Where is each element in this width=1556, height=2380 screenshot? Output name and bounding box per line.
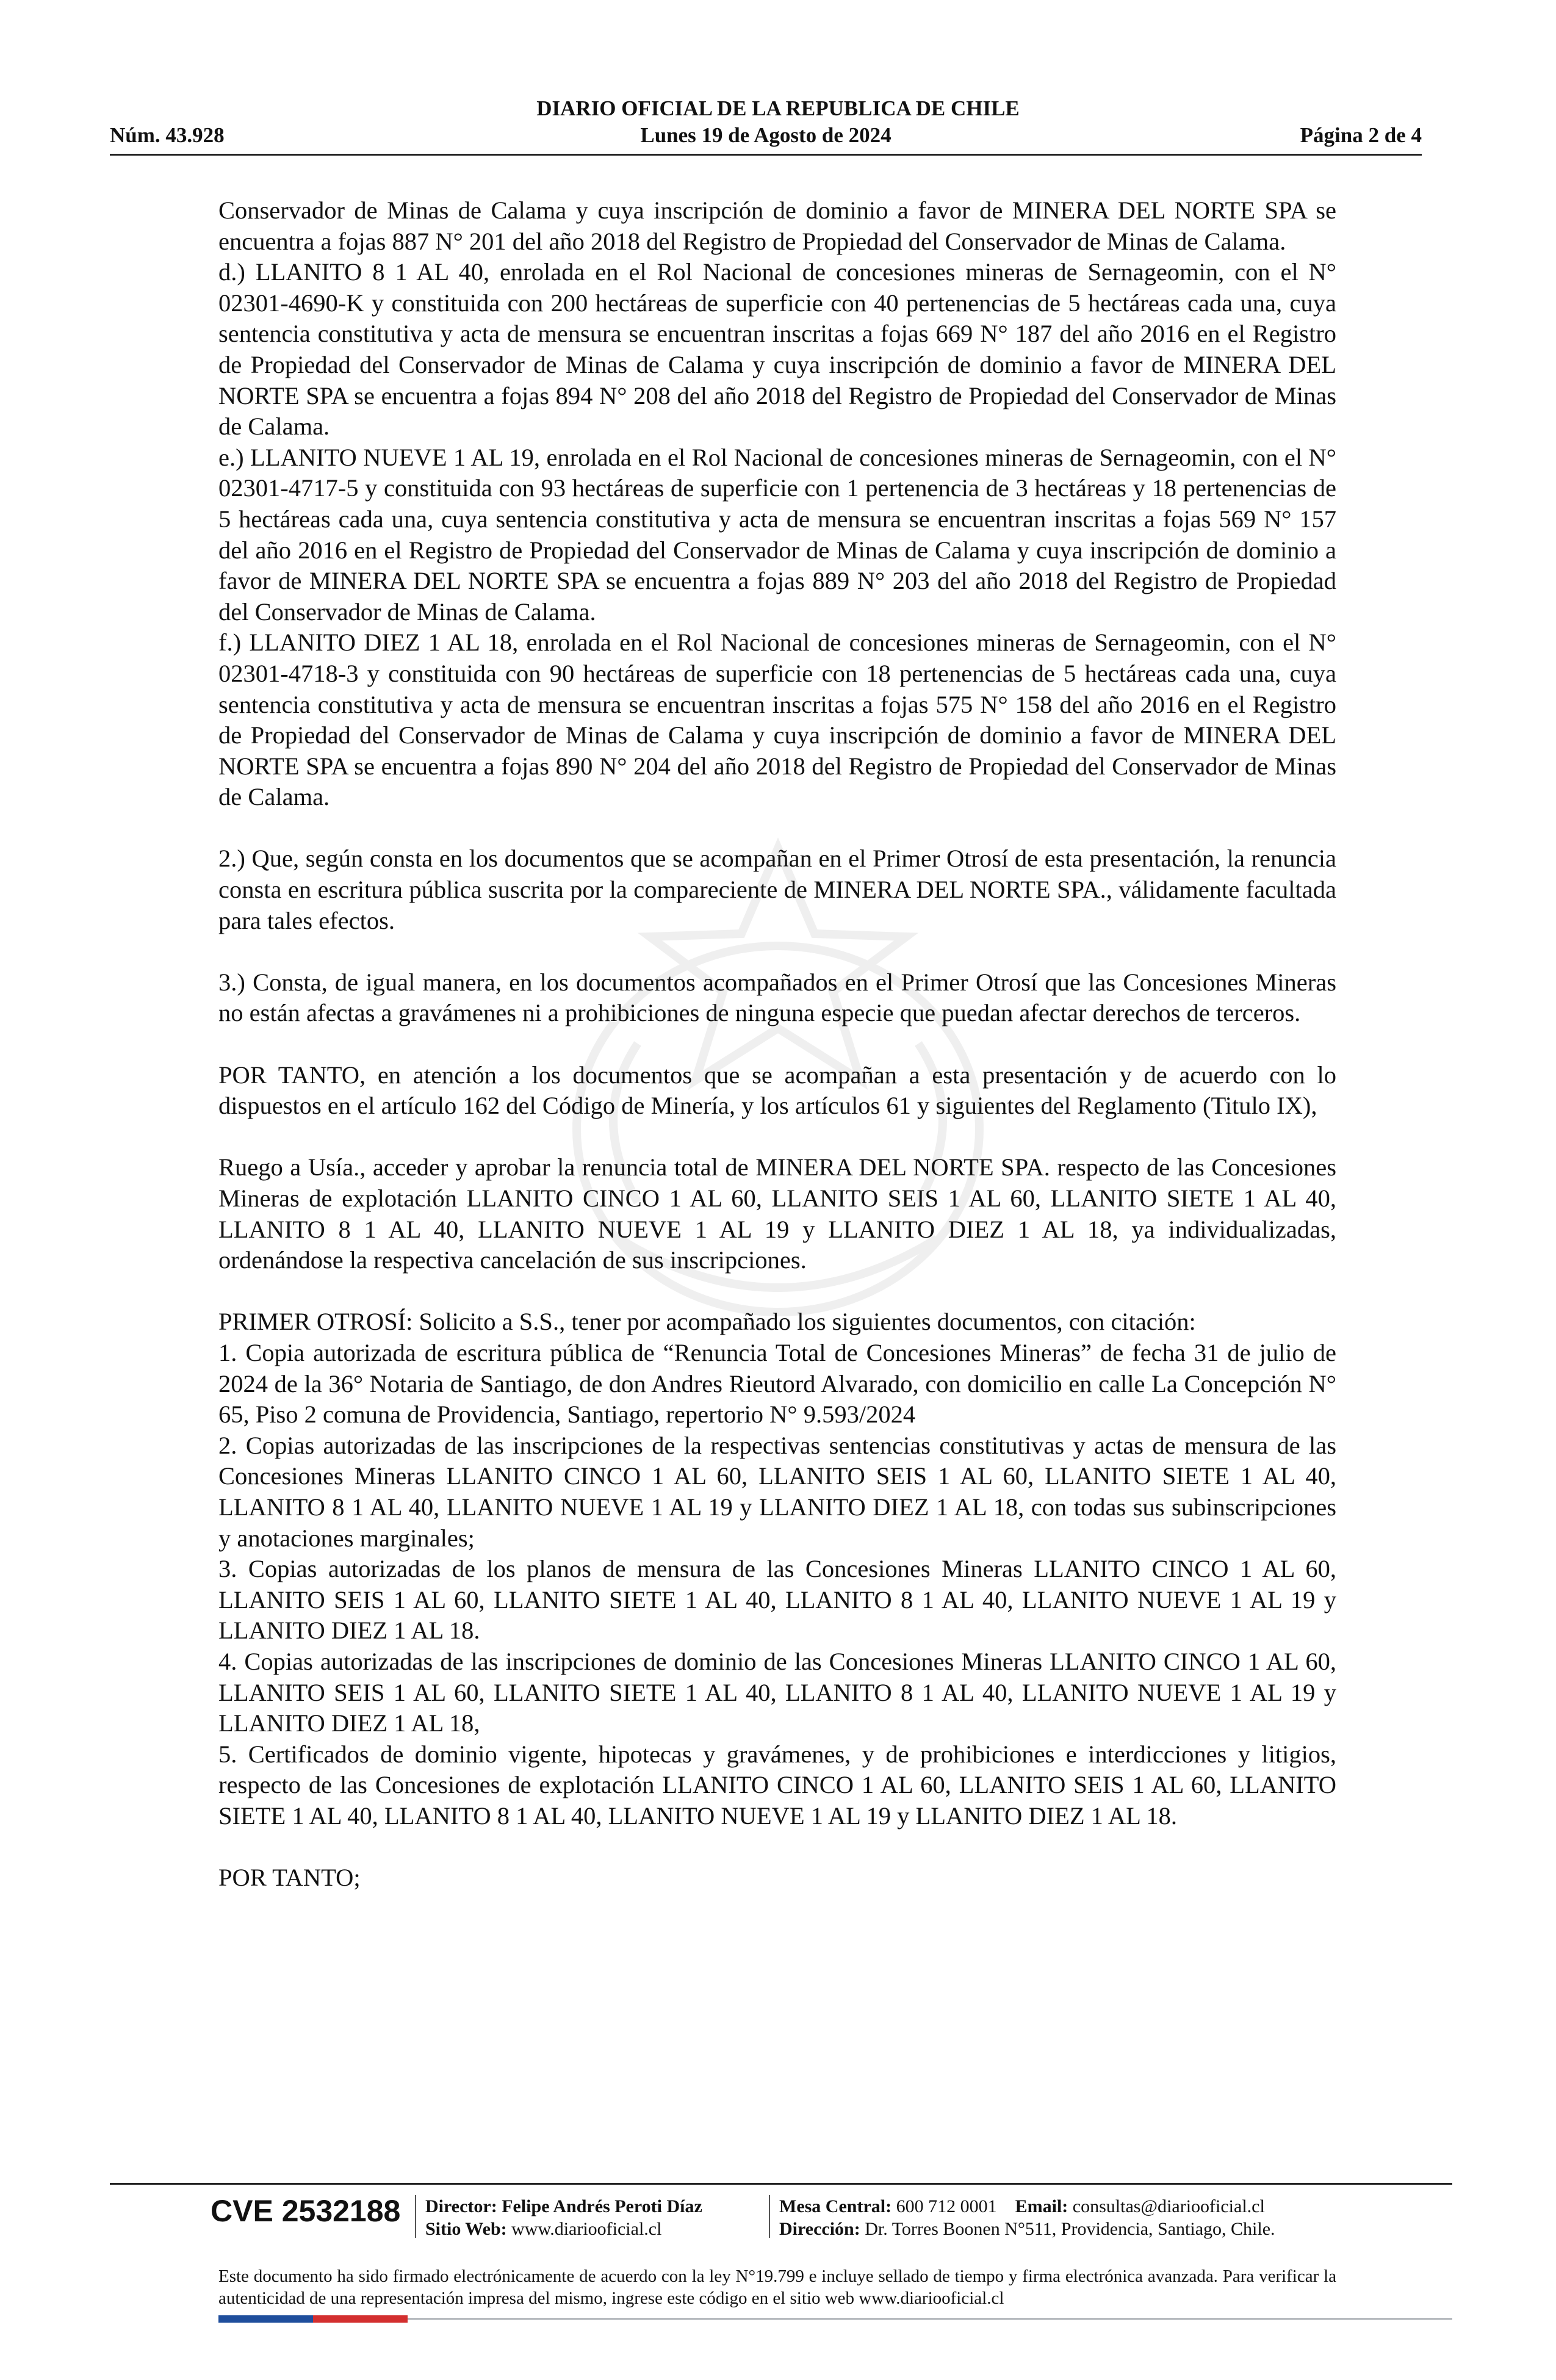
gazette-title: DIARIO OFICIAL DE LA REPUBLICA DE CHILE: [536, 96, 1020, 120]
mesa-label: Mesa Central:: [779, 2196, 892, 2216]
email-link[interactable]: consultas@diariooficial.cl: [1072, 2196, 1265, 2216]
web-label: Sitio Web:: [425, 2219, 507, 2239]
paragraph-continuation: Conservador de Minas de Calama y cuya inscripción de dominio a favor de MINERA DEL NORTE SPA se encuentra a fojas 887 N° 201 del año 2018 del Registro de Propiedad del Conservador de Minas de Calama.: [218, 197, 1336, 255]
footer-divider: [110, 2183, 1452, 2185]
list-item-2: 2. Copias autorizadas de las inscripciones de la respectivas sentencias constitutivas y actas de mensura de las Concesiones Mineras LLANITO CINCO 1 AL 60, LLANITO SEIS 1 AL 60, LLANITO SIETE 1 AL 40, LLANITO 8 1 AL 40, LLANITO NUEVE 1 AL 19 y LLANITO DIEZ 1 AL 18, con todas sus subinscripciones y anotaciones marginales;: [218, 1431, 1336, 1552]
list-item-4: 4. Copias autorizadas de las inscripciones de dominio de las Concesiones Mineras LLANITO CINCO 1 AL 60, LLANITO SEIS 1 AL 60, LLANITO SIETE 1 AL 40, LLANITO 8 1 AL 40, LLANITO NUEVE 1 AL 19 y LLANITO DIEZ 1 AL 18,: [218, 1647, 1336, 1737]
mesa-phone: 600 712 0001: [896, 2196, 997, 2216]
flag-blue-segment: [218, 2315, 313, 2323]
chile-flag-bar: [218, 2315, 408, 2323]
legal-notice: Este documento ha sido firmado electrónicamente de acuerdo con la ley N°19.799 e incluye sellado de tiempo y firma electrónica avanzada. Para verificar la autenticidad de una representación impresa del mismo, ingrese este código en el sitio web www.diariooficial.cl: [218, 2266, 1336, 2308]
footer-bottom-rule: [408, 2318, 1452, 2320]
web-link[interactable]: www.diariooficial.cl: [511, 2219, 662, 2239]
paragraph-gap: [218, 813, 1336, 844]
address-text: Dr. Torres Boonen N°511, Providencia, Santiago, Chile.: [865, 2219, 1275, 2239]
list-item-1: 1. Copia autorizada de escritura pública de “Renuncia Total de Concesiones Mineras” de fecha 31 de julio de 2024 de la 36° Notaria de Santiago, de don Andres Rieutord Alvarado, con domicilio en calle La Concepción N° 65, Piso 2 comuna de Providencia, Santiago, repertorio N° 9.593/2024: [218, 1338, 1336, 1429]
list-item-5: 5. Certificados de dominio vigente, hipotecas y gravámenes, y de prohibiciones e interdicciones y litigios, respecto de las Concesiones de explotación LLANITO CINCO 1 AL 60, LLANITO SEIS 1 AL 60, LLANITO SIETE 1 AL 40, LLANITO 8 1 AL 40, LLANITO NUEVE 1 AL 19 y LLANITO DIEZ 1 AL 18.: [218, 1740, 1336, 1830]
list-item-3: 3. Copias autorizadas de los planos de mensura de las Concesiones Mineras LLANITO CINCO 1 AL 60, LLANITO SEIS 1 AL 60, LLANITO SIETE 1 AL 40, LLANITO 8 1 AL 40, LLANITO NUEVE 1 AL 19 y LLANITO DIEZ 1 AL 18.: [218, 1555, 1336, 1645]
paragraph-ruego: Ruego a Usía., acceder y aprobar la renuncia total de MINERA DEL NORTE SPA. respecto de las Concesiones Mineras de explotación LLANITO CINCO 1 AL 60, LLANITO SEIS 1 AL 60, LLANITO SIETE 1 AL 40, LLANITO 8 1 AL 40, LLANITO NUEVE 1 AL 19 y LLANITO DIEZ 1 AL 18, ya individualizadas, ordenándose la respectiva cancelación de sus inscripciones.: [218, 1153, 1336, 1274]
page-indicator: Página 2 de 4: [1300, 123, 1422, 147]
paragraph-2: 2.) Que, según consta en los documentos que se acompañan en el Primer Otrosí de esta presentación, la renuncia consta en escritura pública suscrita por la compareciente de MINERA DEL NORTE SPA., válidamente facultada para tales efectos.: [218, 845, 1336, 934]
director-label: Director:: [425, 2196, 497, 2216]
issue-date: Lunes 19 de Agosto de 2024: [640, 123, 891, 147]
flag-red-segment: [313, 2315, 408, 2323]
header-divider: [110, 154, 1422, 156]
email-label: Email:: [1015, 2196, 1068, 2216]
paragraph-por-tanto-final: POR TANTO;: [218, 1864, 361, 1892]
paragraph-gap: [218, 1122, 1336, 1153]
paragraph-d-llanito-8: d.) LLANITO 8 1 AL 40, enrolada en el Rol Nacional de concesiones mineras de Sernageomin, con el N° 02301-4690-K y constituida con 200 hectáreas de superficie con 40 pertenencias de 5 hectáreas cada una, cuya sentencia constitutiva y acta de mensura se encuentran inscritas a fojas 669 N° 187 del año 2016 en el Registro de Propiedad del Conservador de Minas de Calama y cuya inscripción de dominio a favor de MINERA DEL NORTE SPA se encuentra a fojas 894 N° 208 del año 2018 del Registro de Propiedad del Conservador de Minas de Calama.: [218, 258, 1336, 441]
issue-number: Núm. 43.928: [110, 123, 225, 147]
paragraph-3: 3.) Consta, de igual manera, en los documentos acompañados en el Primer Otrosí que las Concesiones Mineras no están afectas a gravámenes ni a prohibiciones de ninguna especie que puedan afectar derechos de terceros.: [218, 968, 1336, 1027]
paragraph-e-llanito-nueve: e.) LLANITO NUEVE 1 AL 19, enrolada en el Rol Nacional de concesiones mineras de Sernageomin, con el N° 02301-4717-5 y constituida con 93 hectáreas de superficie con 1 pertenencia de 3 hectáreas y 18 pertenencias de 5 hectáreas cada una, cuya sentencia constitutiva y acta de mensura se encuentran inscritas a fojas 569 N° 157 del año 2016 en el Registro de Propiedad del Conservador de Minas de Calama y cuya inscripción de dominio a favor de MINERA DEL NORTE SPA se encuentra a fojas 889 N° 203 del año 2018 del Registro de Propiedad del Conservador de Minas de Calama.: [218, 443, 1336, 626]
paragraph-f-llanito-diez: f.) LLANITO DIEZ 1 AL 18, enrolada en el Rol Nacional de concesiones mineras de Sernageomin, con el N° 02301-4718-3 y constituida con 90 hectáreas de superficie con 18 pertenencias de 5 hectáreas cada una, cuya sentencia constitutiva y acta de mensura se encuentran inscritas a fojas 575 N° 158 del año 2016 en el Registro de Propiedad del Conservador de Minas de Calama y cuya inscripción de dominio a favor de MINERA DEL NORTE SPA se encuentra a fojas 890 N° 204 del año 2018 del Registro de Propiedad del Conservador de Minas de Calama.: [218, 629, 1336, 811]
footer-separator: [769, 2195, 770, 2238]
paragraph-gap: [218, 1276, 1336, 1307]
paragraph-primer-otrosi: PRIMER OTROSÍ: Solicito a S.S., tener por acompañado los siguientes documentos, con citación:: [218, 1308, 1196, 1336]
document-body: [218, 195, 1336, 1894]
footer-separator: [415, 2195, 416, 2238]
paragraph-por-tanto: POR TANTO, en atención a los documentos que se acompañan a esta presentación y de acuerdo con lo dispuestos en el artículo 162 del Código de Minería, y los artículos 61 y siguientes del Reglamento (Titulo IX),: [218, 1061, 1336, 1120]
cve-code: CVE 2532188: [211, 2194, 401, 2228]
footer-contact-block: [779, 2195, 1275, 2240]
paragraph-gap: [218, 1029, 1336, 1060]
address-label: Dirección:: [779, 2219, 860, 2239]
paragraph-gap: [218, 936, 1336, 967]
director-name: Felipe Andrés Peroti Díaz: [502, 2196, 702, 2216]
footer-director-block: [425, 2195, 702, 2240]
paragraph-gap: [218, 1831, 1336, 1863]
